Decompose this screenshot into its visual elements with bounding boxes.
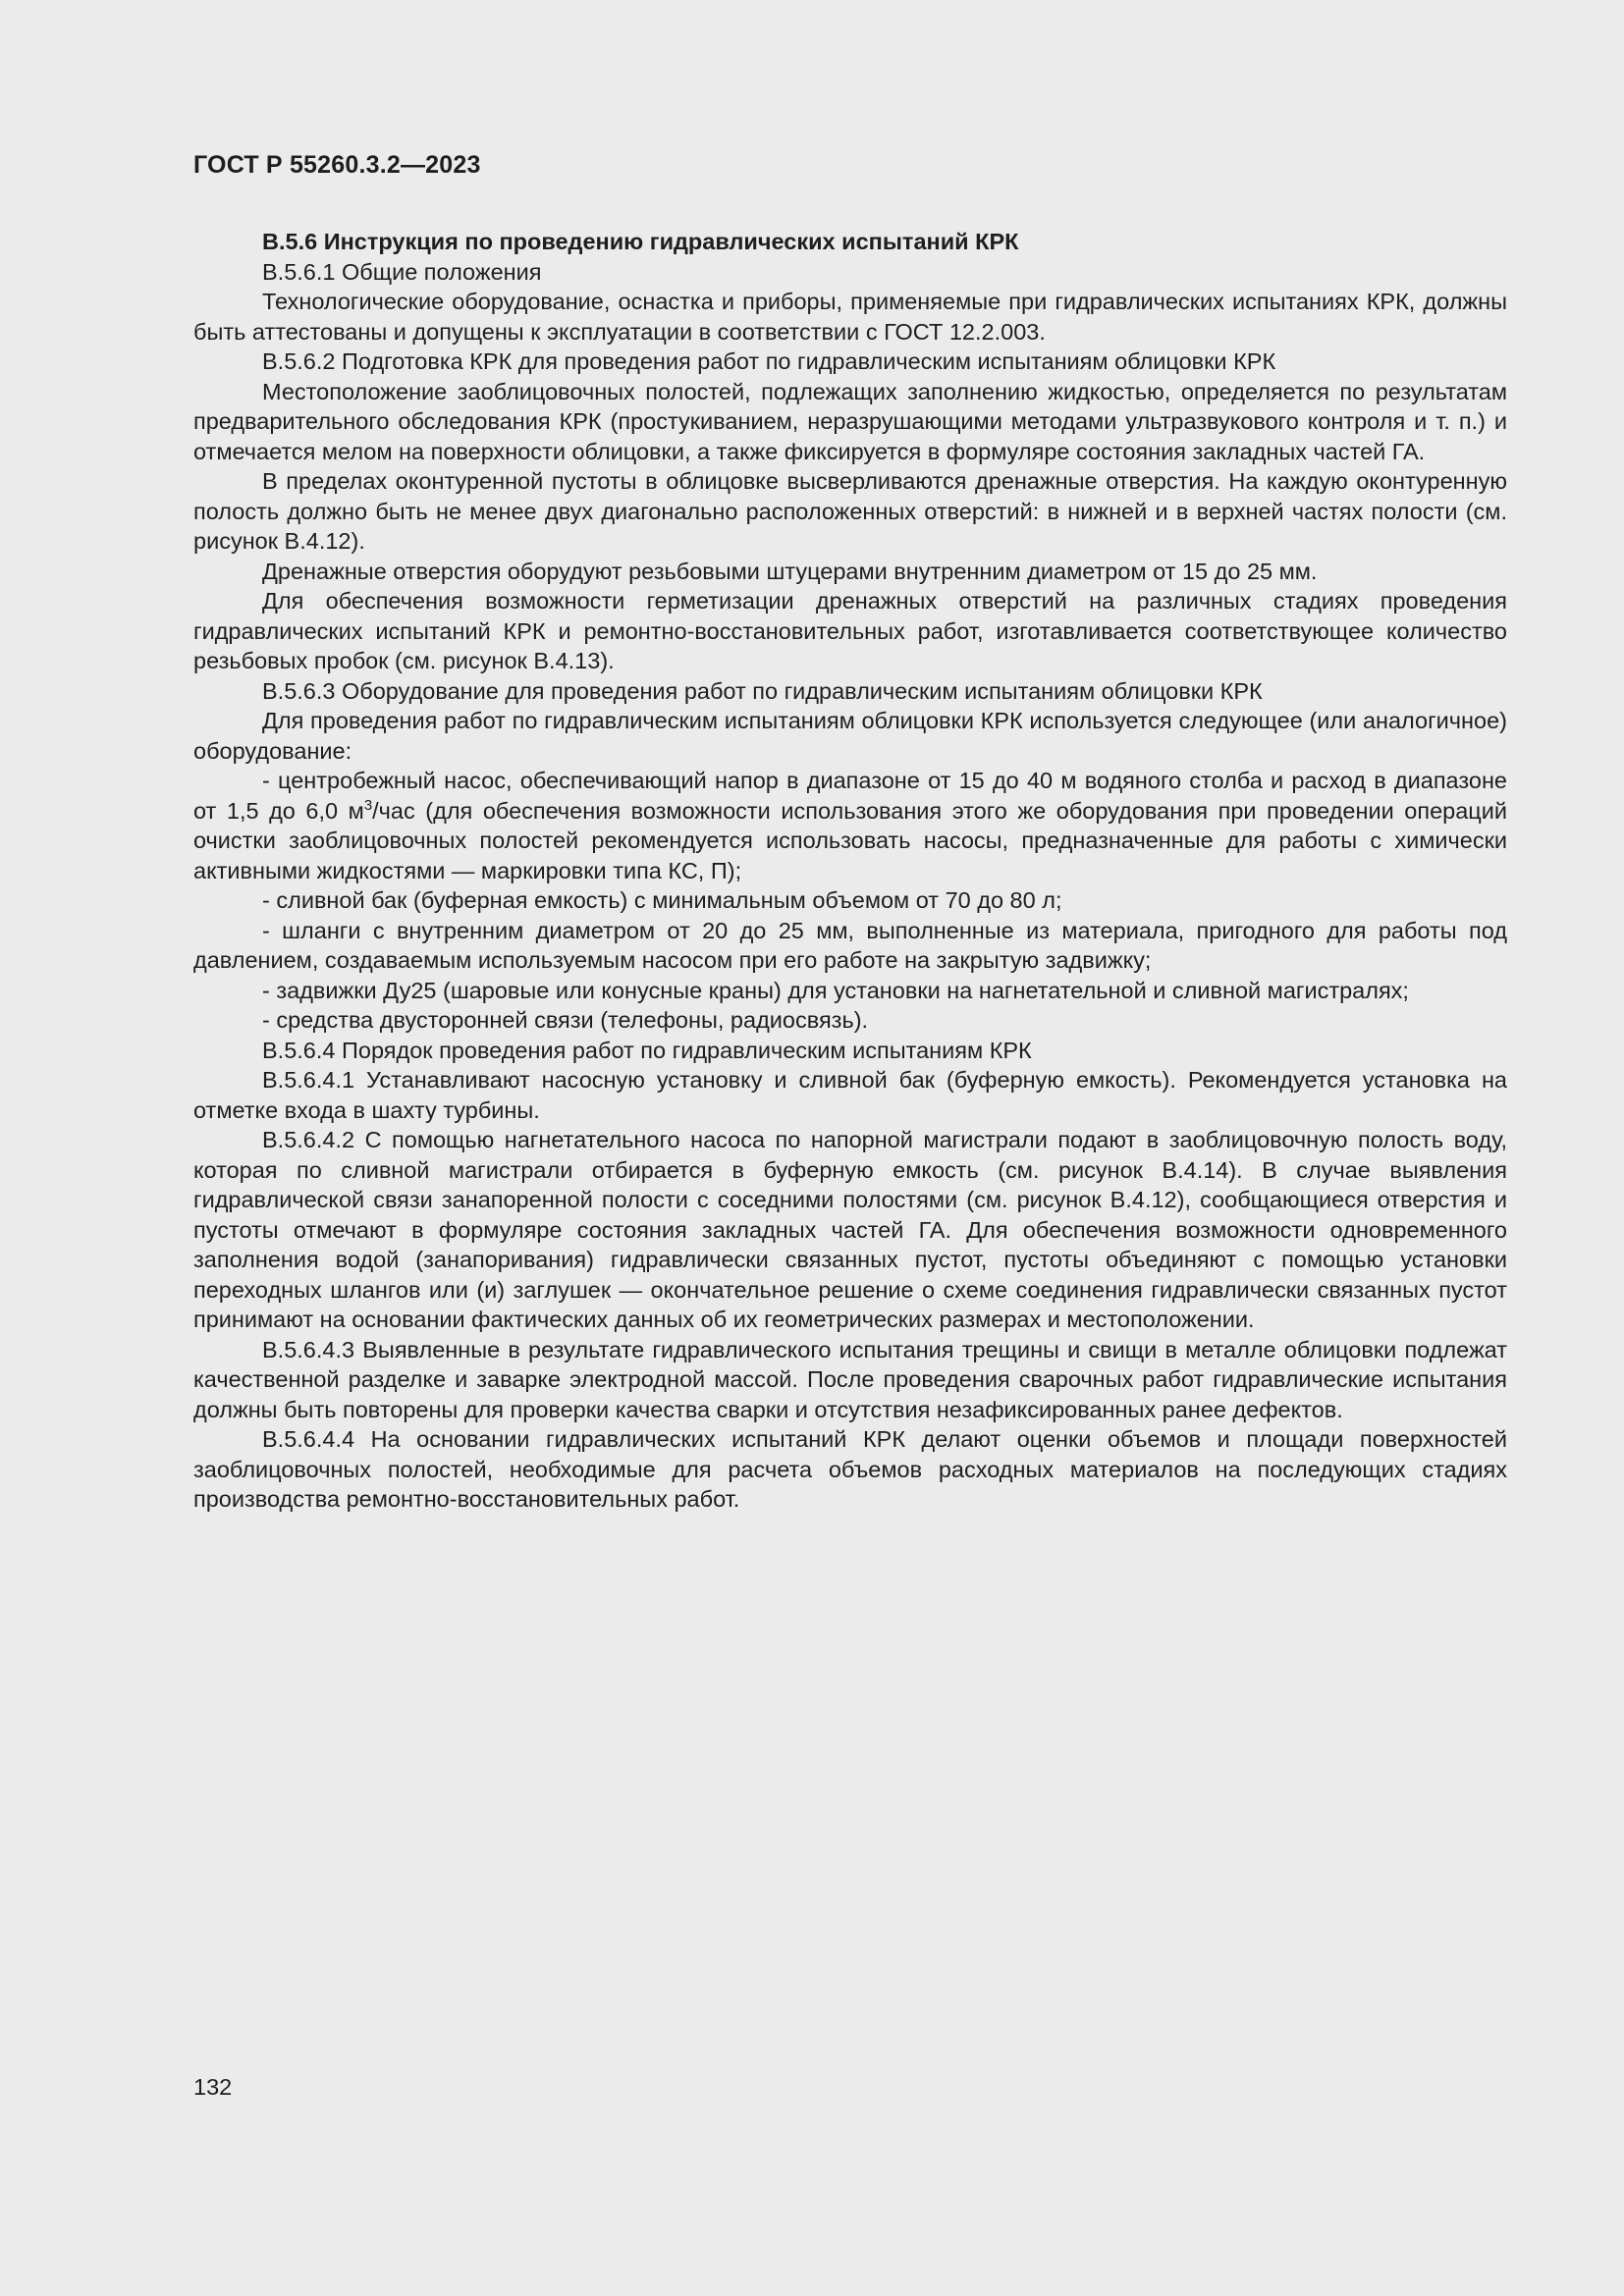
body-paragraph: В.5.6.4.4 На основании гидравлических испытаний КРК делают оценки объемов и площади поверхностей заоблицовочных полостей, необходимые для расчета объемов расходных материалов на последующих стадиях производства ремонтно-восстановительных работ.	[193, 1426, 1507, 1512]
body-paragraph: В.5.6.4.2 С помощью нагнетательного насоса по напорной магистрали подают в заоблицовочную полость воду, которая по сливной магистрали отбирается в буферную емкость (см. рисунок В.4.14). В случае выявления гидравлической связи занапоренной полости с соседними полостями (см. рисунок В.4.12), сообщающиеся отверстия и пустоты отмечают в формуляре состояния закладных частей ГА. Для обеспечения возможности одновременного заполнения водой (занапоривания) гидравлически связанных пустот, пустоты объединяют с помощью установки переходных шлангов или (и) заглушек — окончательное решение о схеме соединения гидравлически связанных пустот принимают на основании фактических данных об их геометрических размерах и местоположении.	[193, 1127, 1507, 1332]
body-paragraph: В.5.6.4.3 Выявленные в результате гидравлического испытания трещины и свищи в металле облицовки подлежат качественной разделке и заварке электродной массой. После проведения сварочных работ гидравлические испытания должны быть повторены для проверки качества сварки и отсутствия незафиксированных ранее дефектов.	[193, 1336, 1507, 1422]
body-paragraph: Технологические оборудование, оснастка и приборы, применяемые при гидравлических испытаниях КРК, должны быть аттестованы и допущены к эксплуатации в соответствии с ГОСТ 12.2.003.	[193, 289, 1507, 345]
page-number: 132	[193, 2074, 233, 2100]
document-code: ГОСТ Р 55260.3.2—2023	[193, 151, 481, 179]
body-paragraph: В.5.6.4.1 Устанавливают насосную установку и сливной бак (буферную емкость). Рекомендуется установка на отметке входа в шахту турбины.	[193, 1067, 1507, 1123]
subsection-title: В.5.6.4 Порядок проведения работ по гидравлическим испытаниям КРК	[262, 1037, 1032, 1063]
body-paragraph: Для проведения работ по гидравлическим испытаниям облицовки КРК используется следующее (или аналогичное) оборудование:	[193, 708, 1507, 764]
body-paragraph: В пределах оконтуренной пустоты в облицовке высверливаются дренажные отверстия. На каждую оконтуренную полость должно быть не менее двух диагонально расположенных отверстий: в нижней и в верхней частях полости (см. рисунок В.4.12).	[193, 468, 1507, 554]
body-paragraph: - задвижки Ду25 (шаровые или конусные краны) для установки на нагнетательной и сливной магистралях;	[262, 977, 1409, 1003]
body-paragraph: - средства двусторонней связи (телефоны, радиосвязь).	[262, 1007, 869, 1033]
list-item-pump	[193, 766, 1507, 885]
pump-text-before: - центробежный насос, обеспечивающий напор в диапазоне от 15 до 40 м водяного столба и расход в диапазоне от 1,5 до 6,0 м	[193, 768, 1507, 824]
pump-text-after: /час (для обеспечения возможности использования этого же оборудования при проведении операций очистки заоблицовочных полостей рекомендуется использовать насосы, предназначенные для работы с химически активными жидкостями — маркировки типа КС, П);	[193, 797, 1507, 883]
body-paragraph: Дренажные отверстия оборудуют резьбовыми штуцерами внутренним диаметром от 15 до 25 мм.	[262, 558, 1318, 584]
body-paragraph: Местоположение заоблицовочных полостей, подлежащих заполнению жидкостью, определяется по результатам предварительного обследования КРК (простукиванием, неразрушающими методами ультразвукового контроля и т. п.) и отмечается мелом на поверхности облицовки, а также фиксируется в формуляре состояния закладных частей ГА.	[193, 378, 1507, 464]
document-body	[193, 227, 1507, 1515]
subsection-title: В.5.6.1 Общие положения	[262, 258, 542, 285]
body-paragraph: Для обеспечения возможности герметизации дренажных отверстий на различных стадиях проведения гидравлических испытаний КРК и ремонтно-восстановительных работ, изготавливается соответствующее количество резьбовых пробок (см. рисунок В.4.13).	[193, 588, 1507, 673]
unit-superscript: 3	[363, 796, 373, 814]
subsection-title: В.5.6.2 Подготовка КРК для проведения работ по гидравлическим испытаниям облицовки КРК	[262, 348, 1276, 374]
body-paragraph: - шланги с внутренним диаметром от 20 до 25 мм, выполненные из материала, пригодного для работы под давлением, создаваемым используемым насосом при его работе на закрытую задвижку;	[193, 917, 1507, 973]
section-heading: В.5.6 Инструкция по проведению гидравлических испытаний КРК	[262, 229, 1019, 254]
body-paragraph: - сливной бак (буферная емкость) с минимальным объемом от 70 до 80 л;	[262, 887, 1062, 913]
subsection-title: В.5.6.3 Оборудование для проведения работ по гидравлическим испытаниям облицовки КРК	[262, 677, 1263, 704]
